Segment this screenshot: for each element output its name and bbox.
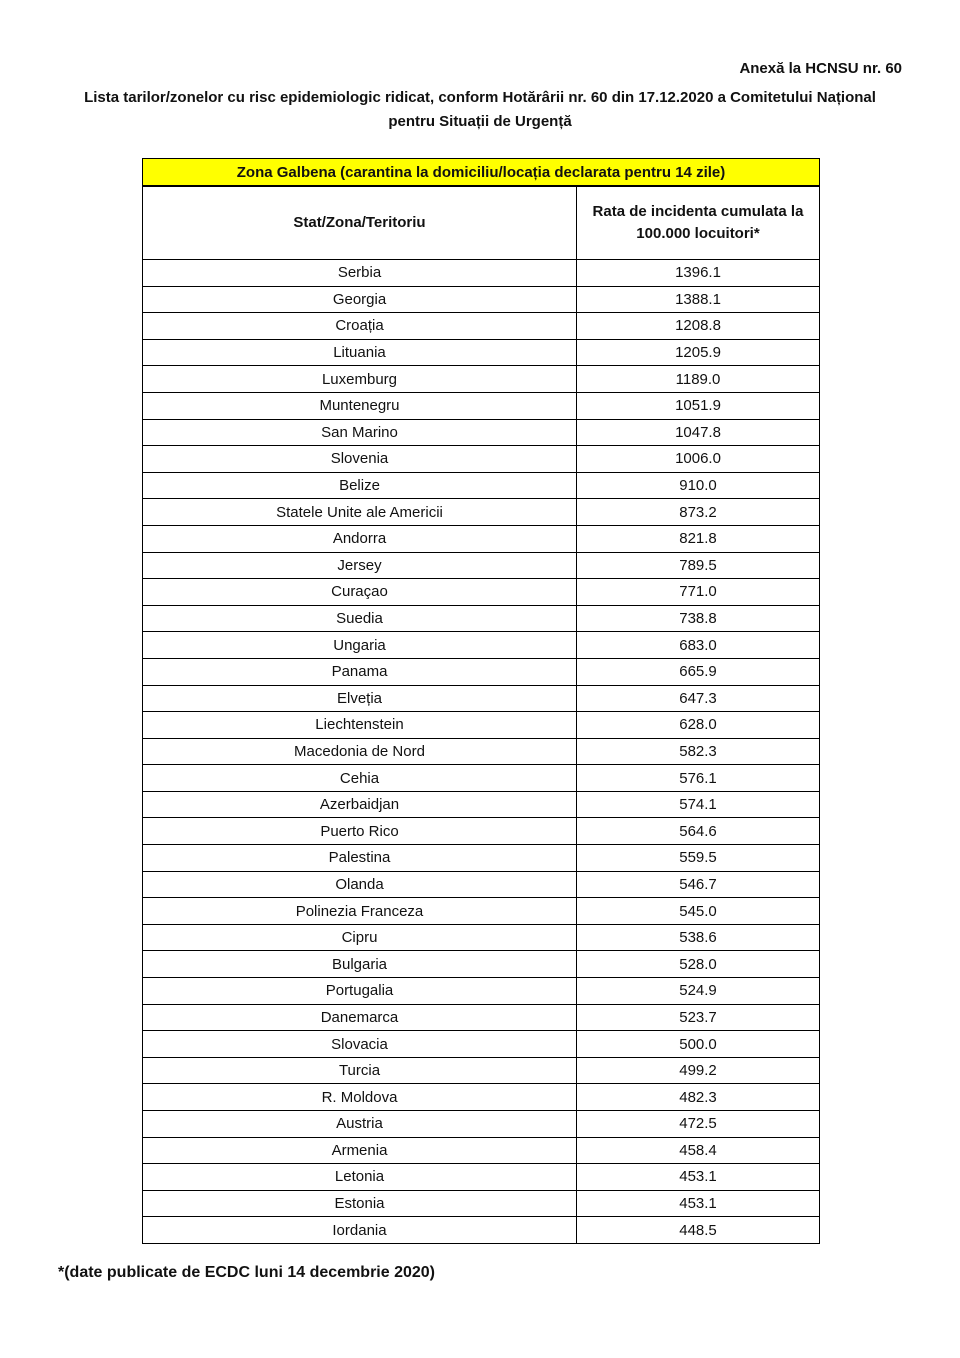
- table-row: [143, 924, 820, 951]
- rate-cell: 564.6: [577, 818, 820, 845]
- rate-cell: 576.1: [577, 765, 820, 792]
- table-row: [143, 339, 820, 366]
- country-cell: Turcia: [143, 1057, 577, 1084]
- rate-cell: 448.5: [577, 1217, 820, 1244]
- table-row: [143, 845, 820, 872]
- table-row: [143, 525, 820, 552]
- column-header-country: Stat/Zona/Teritoriu: [143, 186, 577, 260]
- country-cell: Statele Unite ale Americii: [143, 499, 577, 526]
- country-cell: Cehia: [143, 765, 577, 792]
- country-cell: Slovenia: [143, 446, 577, 473]
- table-row: [143, 605, 820, 632]
- rate-cell: 665.9: [577, 658, 820, 685]
- country-cell: Andorra: [143, 525, 577, 552]
- country-cell: Slovacia: [143, 1031, 577, 1058]
- table-row: [143, 632, 820, 659]
- column-header-row: [143, 186, 820, 260]
- table-row: [143, 898, 820, 925]
- country-cell: Letonia: [143, 1164, 577, 1191]
- rate-cell: 1189.0: [577, 366, 820, 393]
- column-header-rate: Rata de incidenta cumulata la 100.000 locuitori*: [577, 186, 820, 260]
- rate-cell: 1051.9: [577, 392, 820, 419]
- rate-cell: 574.1: [577, 791, 820, 818]
- country-cell: Azerbaidjan: [143, 791, 577, 818]
- table-row: [143, 446, 820, 473]
- rate-cell: 1208.8: [577, 313, 820, 340]
- country-cell: Macedonia de Nord: [143, 738, 577, 765]
- rate-cell: 528.0: [577, 951, 820, 978]
- country-cell: Jersey: [143, 552, 577, 579]
- table-row: [143, 1164, 820, 1191]
- country-cell: Luxemburg: [143, 366, 577, 393]
- rate-cell: 1388.1: [577, 286, 820, 313]
- table-row: [143, 871, 820, 898]
- rate-cell: 500.0: [577, 1031, 820, 1058]
- rate-cell: 453.1: [577, 1164, 820, 1191]
- rate-cell: 628.0: [577, 712, 820, 739]
- rate-cell: 458.4: [577, 1137, 820, 1164]
- table-row: [143, 1137, 820, 1164]
- table-row: [143, 286, 820, 313]
- rate-cell: 546.7: [577, 871, 820, 898]
- table-row: [143, 472, 820, 499]
- rate-cell: 1205.9: [577, 339, 820, 366]
- rate-cell: 738.8: [577, 605, 820, 632]
- country-cell: Belize: [143, 472, 577, 499]
- title-line-1: Lista tarilor/zonelor cu risc epidemiologic ridicat, conform Hotărârii nr. 60 din 17.12.2020 a Comitetului Național: [84, 89, 876, 106]
- table-row: [143, 1217, 820, 1244]
- country-cell: Bulgaria: [143, 951, 577, 978]
- country-cell: Suedia: [143, 605, 577, 632]
- country-cell: San Marino: [143, 419, 577, 446]
- table-row: [143, 579, 820, 606]
- rate-cell: 1006.0: [577, 446, 820, 473]
- risk-countries-table: [142, 158, 820, 1244]
- country-cell: Portugalia: [143, 978, 577, 1005]
- rate-cell: 647.3: [577, 685, 820, 712]
- table-row: [143, 552, 820, 579]
- zone-label: Zona Galbena (carantina la domiciliu/locația declarata pentru 14 zile): [143, 159, 820, 187]
- country-cell: Georgia: [143, 286, 577, 313]
- country-cell: Olanda: [143, 871, 577, 898]
- country-cell: Danemarca: [143, 1004, 577, 1031]
- country-cell: Ungaria: [143, 632, 577, 659]
- rate-cell: 453.1: [577, 1190, 820, 1217]
- table-row: [143, 712, 820, 739]
- rate-cell: 482.3: [577, 1084, 820, 1111]
- country-cell: R. Moldova: [143, 1084, 577, 1111]
- rate-cell: 1047.8: [577, 419, 820, 446]
- country-cell: Lituania: [143, 339, 577, 366]
- country-cell: Serbia: [143, 260, 577, 287]
- table-row: [143, 791, 820, 818]
- table-row: [143, 419, 820, 446]
- document-title: [40, 86, 920, 134]
- country-cell: Polinezia Franceza: [143, 898, 577, 925]
- table-row: [143, 313, 820, 340]
- country-cell: Elveția: [143, 685, 577, 712]
- table-row: [143, 1190, 820, 1217]
- table-row: [143, 1031, 820, 1058]
- table-row: [143, 1111, 820, 1138]
- rate-cell: 873.2: [577, 499, 820, 526]
- country-cell: Cipru: [143, 924, 577, 951]
- table-row: [143, 978, 820, 1005]
- table-row: [143, 685, 820, 712]
- country-cell: Palestina: [143, 845, 577, 872]
- rate-cell: 789.5: [577, 552, 820, 579]
- annex-label: Anexă la HCNSU nr. 60: [739, 60, 902, 77]
- country-cell: Puerto Rico: [143, 818, 577, 845]
- table-row: [143, 818, 820, 845]
- country-cell: Austria: [143, 1111, 577, 1138]
- rate-cell: 472.5: [577, 1111, 820, 1138]
- footnote: *(date publicate de ECDC luni 14 decembrie 2020): [58, 1264, 436, 1281]
- rate-cell: 499.2: [577, 1057, 820, 1084]
- country-cell: Liechtenstein: [143, 712, 577, 739]
- table-row: [143, 1084, 820, 1111]
- table-row: [143, 658, 820, 685]
- table-row: [143, 260, 820, 287]
- zone-header-row: [143, 159, 820, 187]
- country-cell: Muntenegru: [143, 392, 577, 419]
- table-row: [143, 951, 820, 978]
- table-row: [143, 738, 820, 765]
- country-cell: Curaçao: [143, 579, 577, 606]
- table-row: [143, 765, 820, 792]
- table-row: [143, 366, 820, 393]
- rate-cell: 910.0: [577, 472, 820, 499]
- rate-cell: 524.9: [577, 978, 820, 1005]
- country-cell: Croația: [143, 313, 577, 340]
- country-cell: Armenia: [143, 1137, 577, 1164]
- country-cell: Estonia: [143, 1190, 577, 1217]
- rate-cell: 559.5: [577, 845, 820, 872]
- title-line-2: pentru Situații de Urgență: [388, 113, 572, 130]
- country-cell: Iordania: [143, 1217, 577, 1244]
- country-cell: Panama: [143, 658, 577, 685]
- rate-cell: 545.0: [577, 898, 820, 925]
- table-row: [143, 499, 820, 526]
- table-row: [143, 392, 820, 419]
- rate-cell: 1396.1: [577, 260, 820, 287]
- table-row: [143, 1004, 820, 1031]
- rate-cell: 538.6: [577, 924, 820, 951]
- rate-cell: 523.7: [577, 1004, 820, 1031]
- rate-cell: 771.0: [577, 579, 820, 606]
- rate-cell: 821.8: [577, 525, 820, 552]
- table-body: [143, 260, 820, 1244]
- rate-cell: 582.3: [577, 738, 820, 765]
- table-row: [143, 1057, 820, 1084]
- rate-cell: 683.0: [577, 632, 820, 659]
